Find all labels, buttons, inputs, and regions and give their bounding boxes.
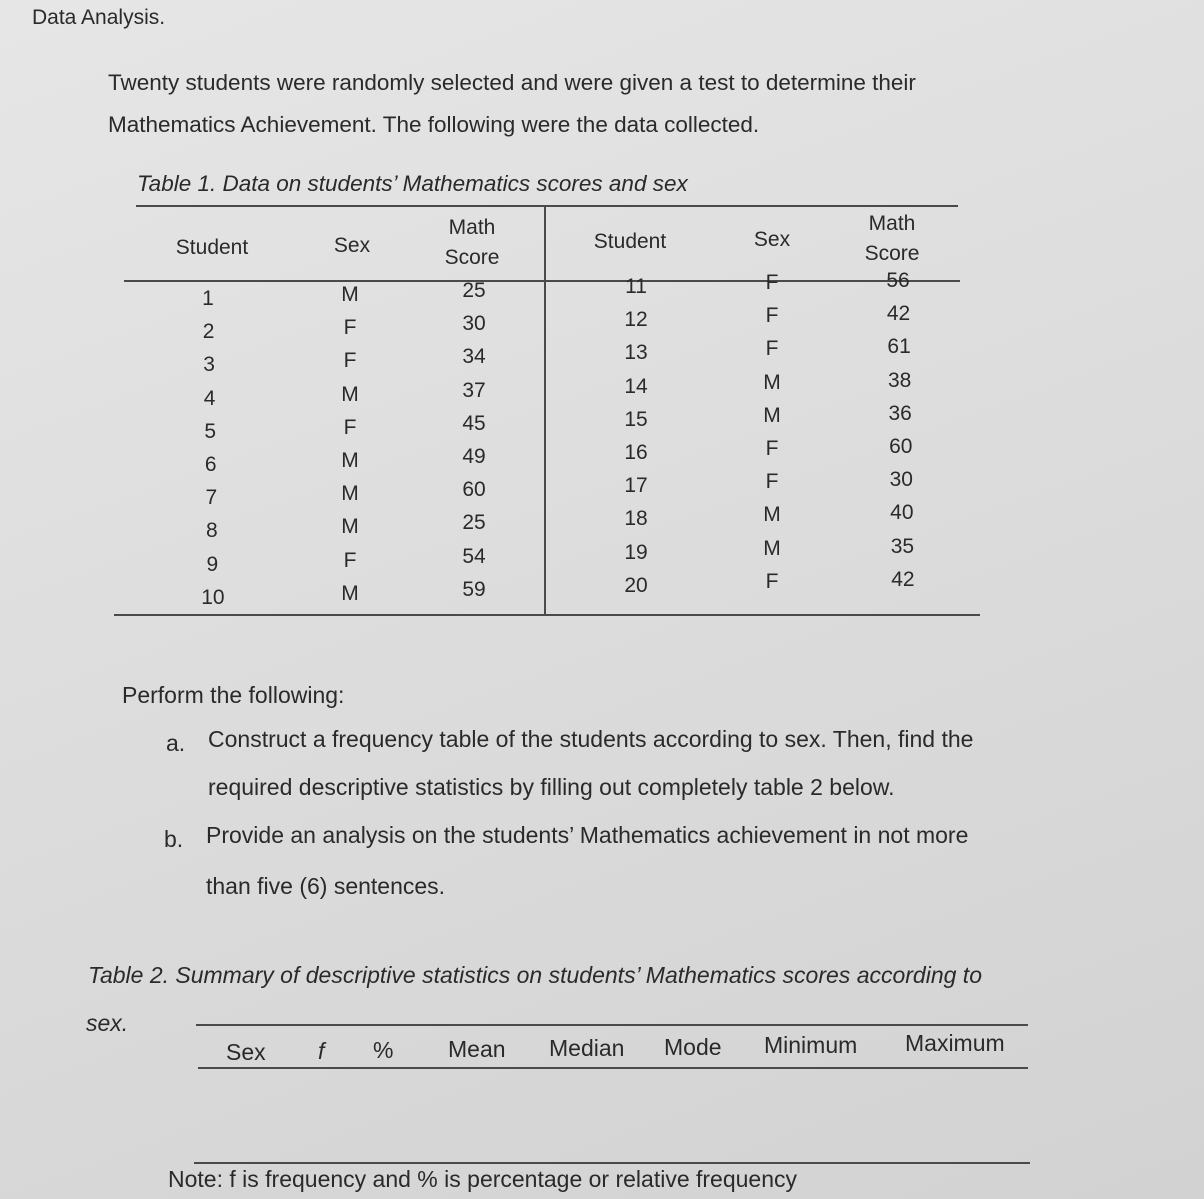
- table1-cell-student: 6: [204, 453, 217, 476]
- table2-header-rule: [198, 1067, 1028, 1069]
- page-heading: Data Analysis.: [32, 6, 166, 29]
- table2-header-sex: Sex: [226, 1039, 266, 1065]
- table1-cell-sex2: M: [763, 503, 781, 527]
- table2-header-mean: Mean: [448, 1036, 506, 1062]
- table1-cell-student: 4: [203, 386, 216, 410]
- table1-cell-student2: 15: [624, 407, 648, 431]
- table2-header-mode: Mode: [664, 1034, 722, 1060]
- header-math-2-line1: Math: [868, 212, 916, 235]
- table1-cell-sex2: M: [763, 403, 781, 427]
- table1-cell-score2: 38: [887, 368, 912, 392]
- table1-cell-student: 1: [202, 287, 214, 310]
- table1-cell-student2: 17: [624, 474, 648, 498]
- table1-cell-score: 34: [462, 345, 486, 369]
- table1-cell-score2: 35: [890, 534, 915, 558]
- header-math: [432, 213, 512, 273]
- header-sex: Sex: [333, 234, 371, 257]
- table1-cell-score2: 42: [886, 302, 911, 326]
- instructions-lead: Perform the following:: [122, 682, 345, 708]
- table2-top-rule: [196, 1024, 1028, 1026]
- table2-header-median: Median: [549, 1035, 625, 1061]
- table1-cell-sex: M: [341, 449, 359, 472]
- table1-cell-score2: 56: [886, 269, 910, 292]
- table1-cell-student2: 14: [624, 374, 648, 398]
- item-b-letter: b.: [164, 826, 184, 852]
- table2-note: Note: f is frequency and % is percentage or relative frequency: [168, 1166, 798, 1192]
- table1-cell-sex2: F: [765, 337, 779, 361]
- table1-bottom-rule: [114, 614, 980, 616]
- table1-cell-sex: M: [341, 283, 359, 306]
- table1-cell-score: 25: [462, 511, 486, 535]
- item-b-line-2: than five (6) sentences.: [206, 873, 446, 899]
- table2-header-percent: %: [373, 1037, 394, 1063]
- table1-cell-student: 7: [205, 486, 218, 510]
- table1-cell-sex: M: [341, 482, 359, 506]
- item-b-line-1: Provide an analysis on the students’ Mathematics achievement in not more: [206, 822, 969, 848]
- intro-line-2: Mathematics Achievement. The following were the data collected.: [108, 112, 760, 137]
- table1-cell-score: 60: [462, 478, 486, 502]
- table1-cell-student: 9: [206, 552, 219, 576]
- table1-cell-student2: 11: [625, 275, 647, 298]
- table1-caption: Table 1. Data on students’ Mathematics scores and sex: [137, 171, 688, 196]
- table1-cell-student2: 18: [624, 507, 648, 531]
- table1-cell-sex: M: [341, 515, 359, 539]
- table2-caption-line-2: sex.: [86, 1010, 129, 1036]
- table1-cell-student2: 20: [624, 573, 648, 597]
- table1-cell-sex2: F: [765, 470, 779, 494]
- header-math-2: [852, 209, 932, 269]
- table1-cell-score: 25: [462, 279, 486, 302]
- header-math-line2: Score: [444, 246, 500, 269]
- item-a-line-1: Construct a frequency table of the students according to sex. Then, find the: [208, 726, 974, 752]
- table1-middle-divider: [544, 205, 546, 616]
- table1-cell-student: 2: [202, 320, 215, 344]
- table2-header-minimum: Minimum: [764, 1032, 858, 1058]
- table1-cell-sex: F: [343, 316, 357, 340]
- table1-cell-score: 49: [462, 445, 486, 468]
- table1-cell-student2: 12: [624, 308, 648, 332]
- table1-cell-student2: 19: [624, 540, 648, 564]
- table1-cell-sex2: F: [765, 304, 779, 328]
- table1-cell-sex2: M: [763, 370, 781, 394]
- table1-cell-sex2: F: [765, 437, 779, 460]
- header-student-2: Student: [593, 230, 667, 253]
- table1-cell-score: 59: [462, 577, 486, 601]
- table1-cell-sex2: M: [763, 536, 781, 560]
- table1-cell-score2: 60: [889, 435, 913, 458]
- table1-cell-score: 45: [462, 411, 486, 435]
- table1-top-rule: [136, 205, 958, 207]
- item-a-letter: a.: [166, 730, 186, 756]
- table2-header-maximum: Maximum: [905, 1030, 1005, 1056]
- table1-cell-student2: 16: [624, 441, 648, 464]
- header-student: Student: [175, 236, 249, 259]
- table1-cell-sex: F: [343, 415, 357, 439]
- table1-cell-score: 30: [462, 312, 486, 336]
- table1-cell-student2: 13: [624, 341, 648, 365]
- table1-cell-score2: 30: [889, 468, 913, 492]
- table1-cell-score2: 40: [890, 501, 914, 525]
- table2-header-f: f: [318, 1038, 325, 1064]
- table1-cell-score2: 61: [887, 335, 911, 359]
- intro-line-1: Twenty students were randomly selected and were given a test to determine their: [108, 70, 916, 95]
- table1-cell-student: 10: [201, 585, 225, 609]
- table1-cell-score2: 36: [888, 401, 912, 425]
- item-a-line-2: required descriptive statistics by filling out completely table 2 below.: [208, 774, 895, 800]
- table1-cell-sex: M: [341, 581, 359, 605]
- table2-caption-line-1: Table 2. Summary of descriptive statistics on students’ Mathematics scores according to: [88, 962, 982, 988]
- table1-cell-sex2: F: [765, 271, 779, 294]
- table1-cell-score: 54: [462, 544, 486, 568]
- table1-cell-sex: F: [343, 548, 357, 572]
- table1-cell-score: 37: [462, 378, 486, 402]
- table1-cell-sex: M: [341, 382, 359, 406]
- table1-cell-student: 8: [206, 519, 218, 543]
- table1-cell-score2: 42: [891, 567, 915, 591]
- table1-cell-student: 5: [204, 419, 217, 443]
- table1-cell-sex: F: [343, 349, 357, 373]
- table1: [114, 205, 980, 617]
- header-sex-2: Sex: [753, 228, 791, 251]
- header-math-line1: Math: [448, 216, 496, 239]
- header-math-2-line2: Score: [864, 242, 920, 265]
- table2-bottom-rule: [194, 1162, 1030, 1164]
- table1-header-rule: [124, 280, 960, 282]
- table1-cell-student: 3: [203, 353, 215, 377]
- table1-cell-sex2: F: [765, 569, 779, 593]
